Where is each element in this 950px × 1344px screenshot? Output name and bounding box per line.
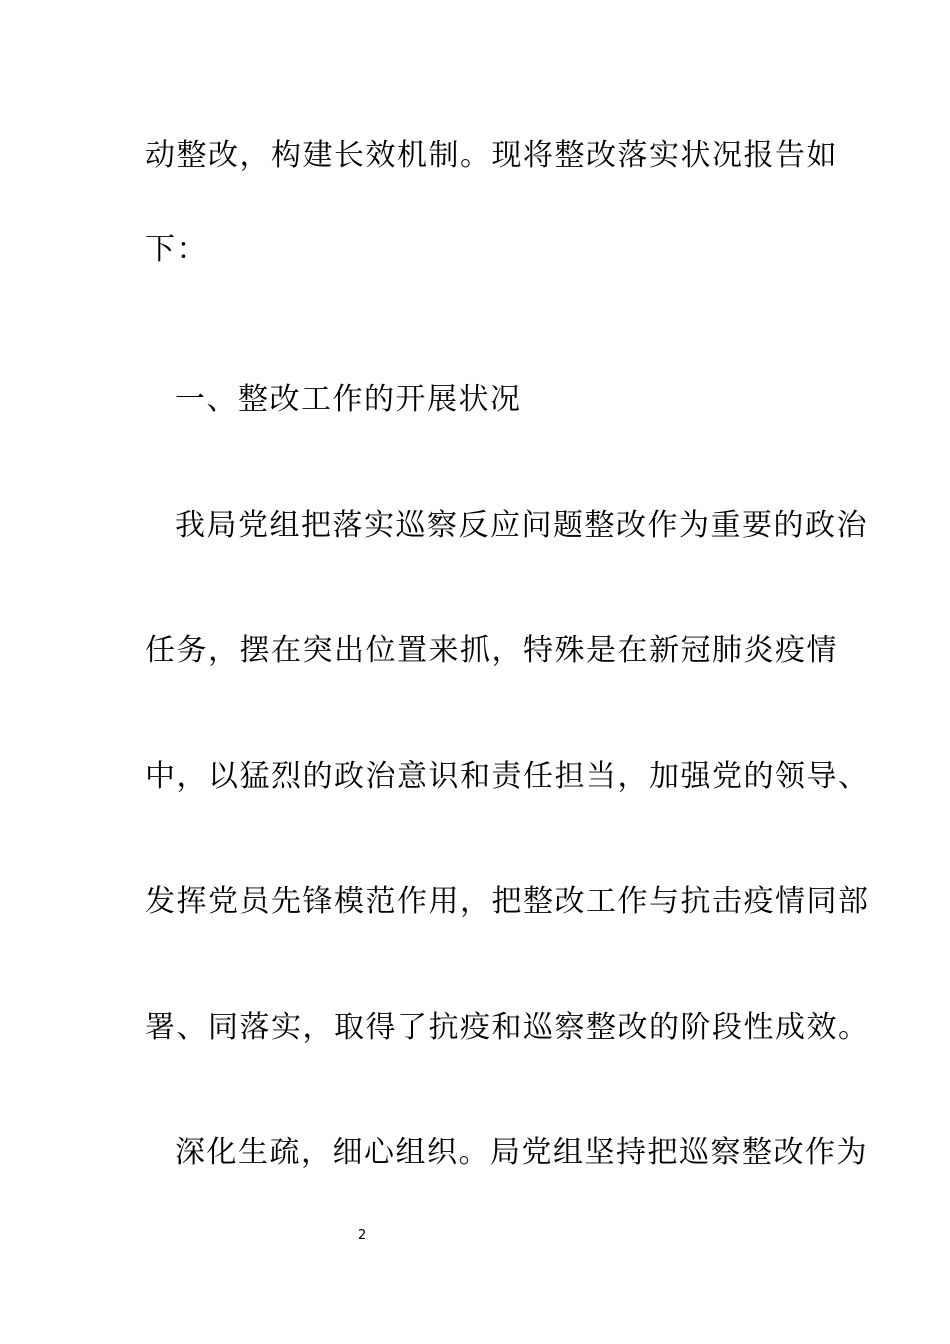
- text-line-8: 署、同落实，取得了抗疫和巡察整改的阶段性成效。: [145, 1010, 870, 1045]
- text-line-9: 深化生疏，细心组织。局党组坚持把巡察整改作为: [175, 1135, 868, 1170]
- text-line-5: 任务，摆在突出位置来抓，特殊是在新冠肺炎疫情: [145, 633, 838, 668]
- text-line-7: 发挥党员先锋模范作用，把整改工作与抗击疫情同部: [145, 884, 870, 919]
- section-heading: 一、整改工作的开展状况: [175, 382, 522, 417]
- text-line-4: 我局党组把落实巡察反应问题整改作为重要的政治: [175, 508, 868, 543]
- text-line-2: 下：: [145, 232, 208, 267]
- text-line-6: 中，以猛烈的政治意识和责任担当，加强党的领导、: [145, 759, 870, 794]
- page-number: 2: [358, 1228, 367, 1243]
- text-line-1: 动整改，构建长效机制。现将整改落实状况报告如: [145, 138, 838, 173]
